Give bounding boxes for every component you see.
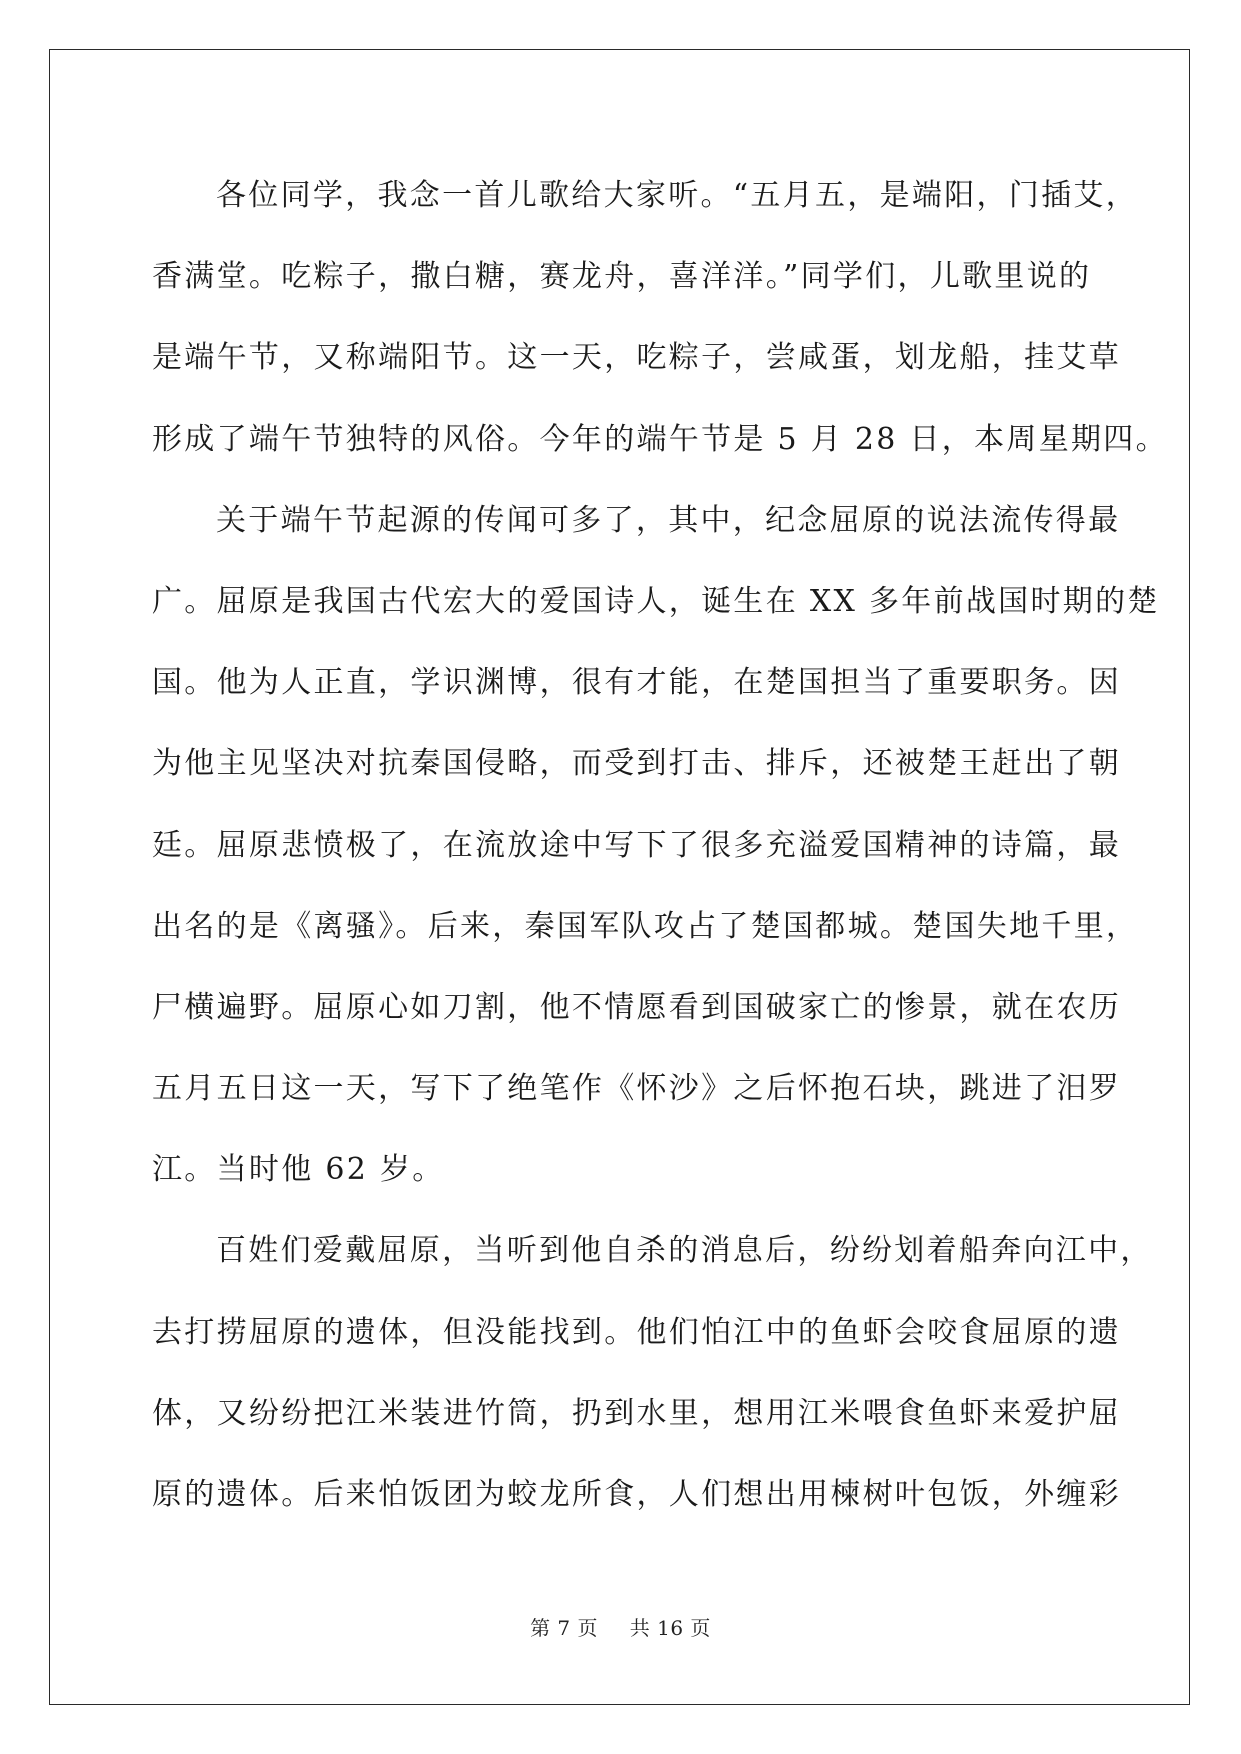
text-line: 体，又纷纷把江米装进竹筒，扔到水里，想用江米喂食鱼虾来爱护屈 <box>152 1395 1121 1431</box>
text-line: 关于端午节起源的传闻可多了，其中，纪念屈原的说法流传得最 <box>216 502 1121 538</box>
paragraph-2 <box>152 480 1160 1211</box>
text-line: 广。屈原是我国古代宏大的爱国诗人，诞生在 XX 多年前战国时期的楚 <box>152 583 1160 619</box>
text-line: 形成了端午节独特的风俗。今年的端午节是 5 月 28 日，本周星期四。 <box>152 421 1168 457</box>
text-line: 百姓们爱戴屈原，当听到他自杀的消息后，纷纷划着船奔向江中， <box>216 1233 1153 1269</box>
text-line: 原的遗体。后来怕饭团为蛟龙所食，人们想出用楝树叶包饭，外缠彩 <box>152 1477 1121 1512</box>
page-footer <box>0 1612 1241 1641</box>
text-line: 五月五日这一天，写下了绝笔作《怀沙》之后怀抱石块，跳进了汨罗 <box>152 1071 1121 1107</box>
paragraph-1 <box>152 155 1168 480</box>
text-line: 各位同学，我念一首儿歌给大家听。“五月五，是端阳，门插艾， <box>216 178 1139 213</box>
text-line: 江。当时他 62 岁。 <box>152 1152 445 1188</box>
paragraph-3 <box>152 1210 1153 1535</box>
text-line: 国。他为人正直，学识渊博，很有才能，在楚国担当了重要职务。因 <box>152 665 1121 701</box>
text-line: 为他主见坚决对抗秦国侵略，而受到打击、排斥，还被楚王赶出了朝 <box>152 746 1121 782</box>
text-line: 出名的是《离骚》。后来，秦国军队攻占了楚国都城。楚国失地千里， <box>152 908 1139 944</box>
text-line: 尸横遍野。屈原心如刀割，他不情愿看到国破家亡的惨景，就在农历 <box>152 989 1121 1025</box>
text-line: 是端午节，又称端阳节。这一天，吃粽子，尝咸蛋，划龙船，挂艾草 <box>152 340 1121 376</box>
document-body <box>152 155 1168 1535</box>
text-line: 廷。屈原悲愤极了，在流放途中写下了很多充溢爱国精神的诗篇，最 <box>152 827 1121 863</box>
page-number: 第 7 页 <box>530 1616 599 1640</box>
text-line: 香满堂。吃粽子，撒白糖，赛龙舟，喜洋洋。”同学们，儿歌里说的 <box>152 259 1092 295</box>
page-total: 共 16 页 <box>629 1616 711 1640</box>
text-line: 去打捞屈原的遗体，但没能找到。他们怕江中的鱼虾会咬食屈原的遗 <box>152 1314 1121 1350</box>
